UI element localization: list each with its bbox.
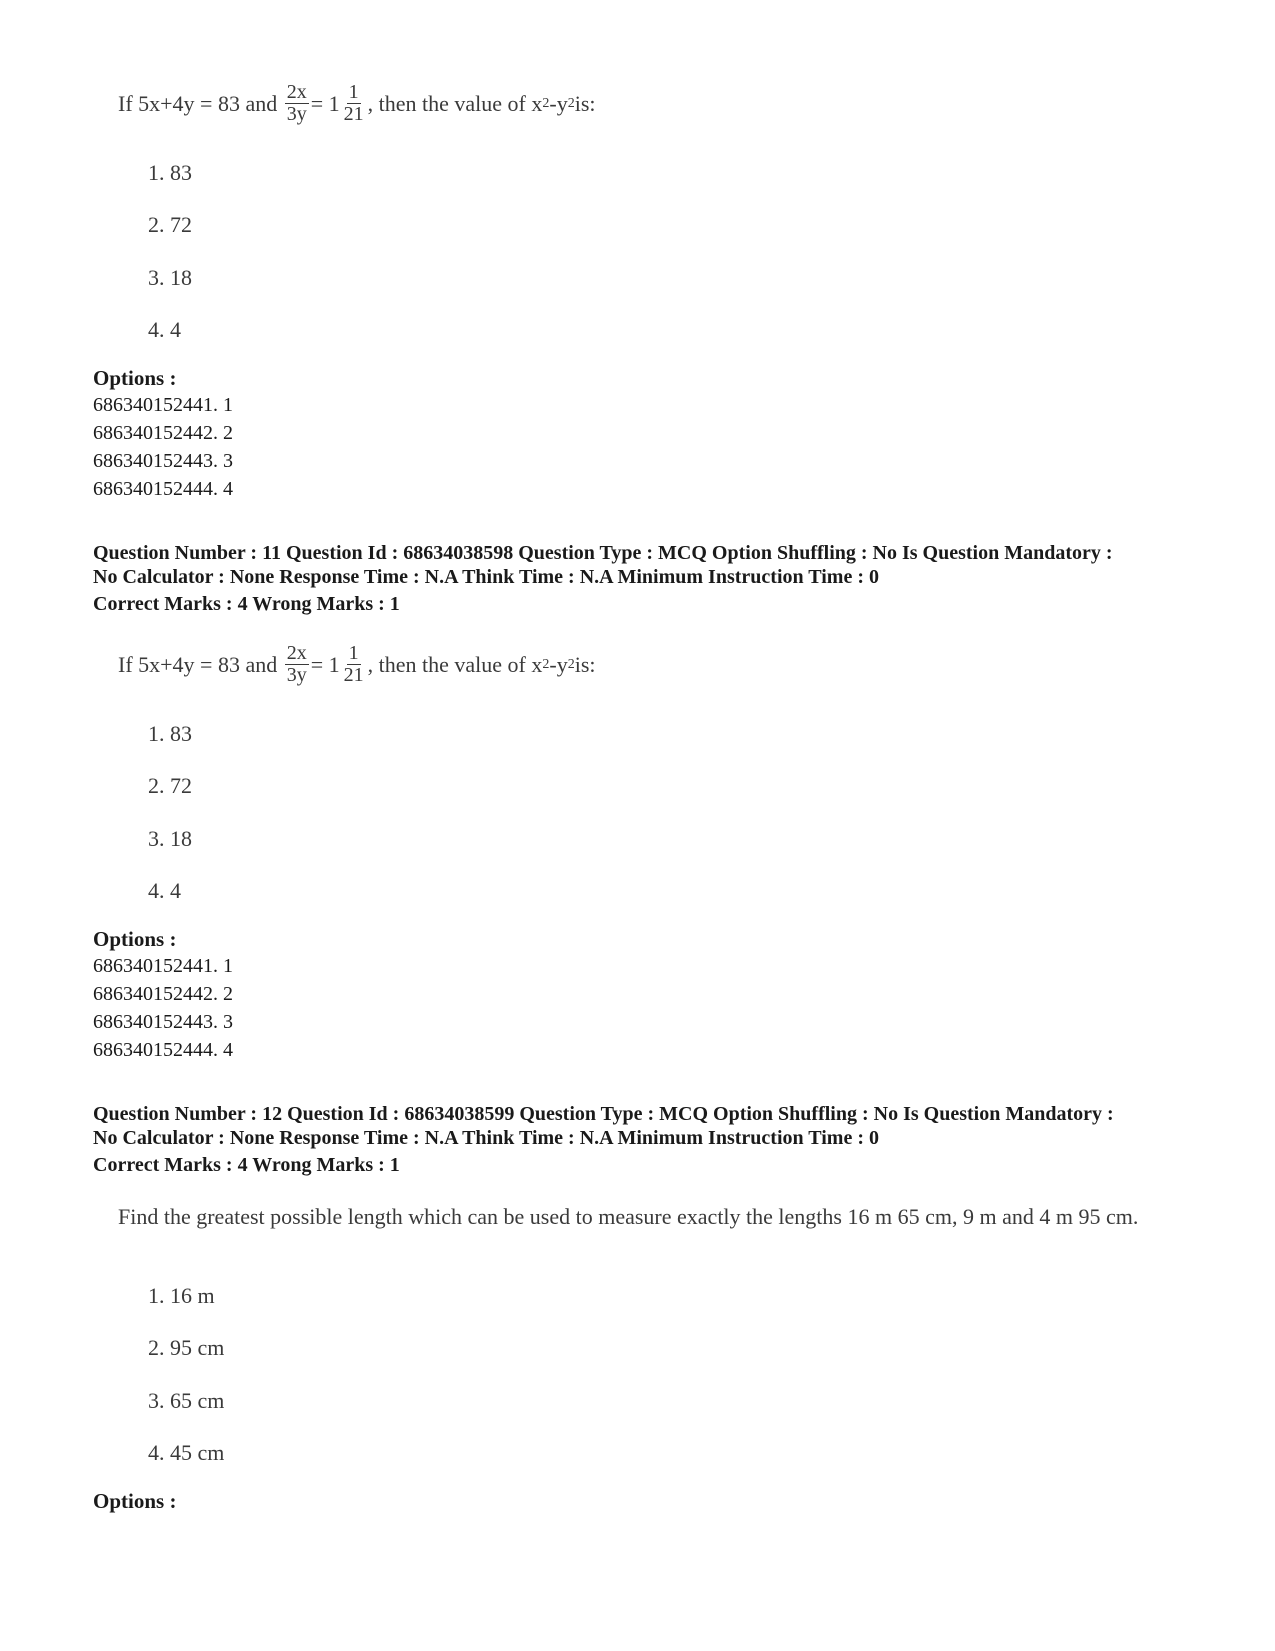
choice-item: 2. 72 [148,773,192,798]
question-marks: Correct Marks : 4 Wrong Marks : 1 [93,1154,400,1176]
option-line: 686340152443. 3 [93,1011,233,1033]
question-stem: If 5x+4y = 83 and $\frac{2x}{3y}$ = 1 $\frac{1}{21}$ , then the value of x 2 -y 2 is: [118,81,596,125]
choice-item: 1. 83 [148,721,192,746]
choice-item: 1. 83 [148,160,192,185]
fraction: $\frac{1}{21}$ [343,642,364,686]
option-line: 686340152444. 4 [93,478,233,500]
stem-text: If 5x+4y = 83 and [118,90,278,116]
question-stem: Find the greatest possible length which can be used to measure exactly the lengths 16 m 65 cm, 9 m and 4 m 95 cm. [118,1204,1139,1229]
question-stem: If 5x+4y = 83 and $\frac{2x}{3y}$ = 1 $\frac{1}{21}$ , then the value of x 2 -y 2 is: [118,642,596,686]
question-meta: Question Number : 11 Question Id : 68634038598 Question Type : MCQ Option Shuffling : No Is Question Mandatory : No Calculator : None Response Time : N.A Think Time : N.A Minimum Instruction Time : 0 [93,542,1113,588]
fraction: $\frac{2x}{3y}$ [286,642,307,686]
stem-text: , then the value of x [367,651,543,677]
option-line: 686340152441. 1 [93,955,233,977]
stem-text: , then the value of x [367,90,543,116]
option-line: 686340152443. 3 [93,450,233,472]
choice-item: 3. 18 [148,826,192,851]
choice-item: 2. 95 cm [148,1335,225,1360]
fraction: $\frac{2x}{3y}$ [286,81,307,125]
choice-item: 2. 72 [148,212,192,237]
option-line: 686340152442. 2 [93,983,233,1005]
question-meta: Question Number : 12 Question Id : 68634038599 Question Type : MCQ Option Shuffling : No Is Question Mandatory : No Calculator : None Response Time : N.A Think Time : N.A Minimum Instruction Time : 0 [93,1103,1114,1149]
question-marks: Correct Marks : 4 Wrong Marks : 1 [93,593,400,615]
choice-item: 3. 65 cm [148,1388,225,1413]
fraction: $\frac{1}{21}$ [343,81,364,125]
choice-item: 4. 45 cm [148,1440,225,1465]
options-label: Options : [93,366,177,390]
option-line: 686340152441. 1 [93,394,233,416]
stem-text: If 5x+4y = 83 and [118,651,278,677]
options-label: Options : [93,1489,177,1513]
stem-text: = 1 [310,90,340,116]
choice-item: 4. 4 [148,878,181,903]
choice-item: 4. 4 [148,317,181,342]
option-line: 686340152444. 4 [93,1039,233,1061]
options-label: Options : [93,927,177,951]
choice-item: 1. 16 m [148,1283,215,1308]
choice-item: 3. 18 [148,265,192,290]
stem-text: = 1 [310,651,340,677]
option-line: 686340152442. 2 [93,422,233,444]
